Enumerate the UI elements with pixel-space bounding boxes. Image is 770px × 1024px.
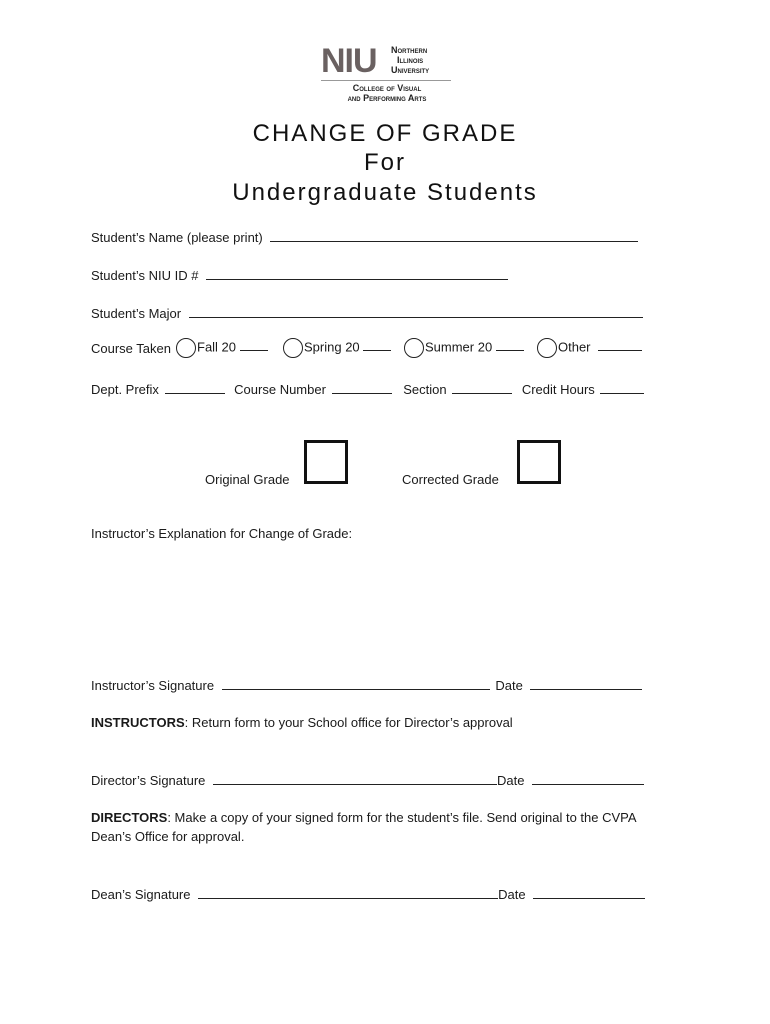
corrected-grade-box[interactable]: [517, 440, 561, 484]
explanation-area[interactable]: [91, 548, 651, 658]
student-major-field[interactable]: [189, 305, 643, 318]
student-major-label: Student’s Major: [91, 306, 182, 321]
form-title-line-3: Undergraduate Students: [232, 179, 538, 206]
student-name-label: Student’s Name (please print): [91, 230, 263, 245]
instructor-date-field[interactable]: [530, 677, 642, 690]
student-name-row: [91, 229, 638, 245]
credit-hours-label: Credit Hours: [521, 382, 595, 397]
summer-radio[interactable]: [404, 338, 424, 358]
instructor-signature-field[interactable]: [222, 677, 490, 690]
section-field[interactable]: [452, 381, 512, 394]
term-spring-option[interactable]: [283, 338, 391, 358]
logo-college-text: College of Visual and Performing Arts: [347, 83, 427, 103]
dean-date-field[interactable]: [533, 886, 645, 899]
logo-niu-text: NIU: [321, 42, 377, 80]
instructor-signature-label: Instructor’s Signature: [91, 678, 215, 693]
dept-prefix-label: Dept. Prefix: [91, 382, 159, 397]
director-signature-label: Director’s Signature: [91, 773, 206, 788]
directors-note-text: : Make a copy of your signed form for the student’s file. Send original to the CVPA: [167, 810, 637, 825]
instructor-signature-row: [91, 677, 642, 693]
dean-signature-label: Dean’s Signature: [91, 887, 191, 902]
original-grade-box[interactable]: [304, 440, 348, 484]
instructor-date-label: Date: [495, 678, 523, 693]
other-radio[interactable]: [537, 338, 557, 358]
section-label: Section: [403, 382, 447, 397]
dean-signature-field[interactable]: [198, 886, 498, 899]
student-id-label: Student’s NIU ID #: [91, 268, 199, 283]
form-title-line-1: CHANGE OF GRADE: [252, 120, 518, 147]
logo-divider: [321, 80, 451, 81]
directors-note-label: DIRECTORS: [91, 810, 168, 825]
corrected-grade-label: Corrected Grade: [402, 472, 499, 487]
other-term-field[interactable]: [598, 338, 642, 351]
course-taken-label: Course Taken: [91, 341, 171, 356]
term-summer-option[interactable]: [404, 338, 524, 358]
logo-university-text: Northern Illinois University: [391, 45, 430, 75]
fall-label: Fall 20: [197, 339, 237, 355]
term-fall-option[interactable]: [176, 338, 268, 358]
other-label: Other: [558, 339, 591, 355]
course-number-field[interactable]: [332, 381, 392, 394]
fall-radio[interactable]: [176, 338, 196, 358]
student-name-field[interactable]: [270, 229, 638, 242]
student-id-row: [91, 267, 508, 283]
term-other-option[interactable]: [537, 338, 642, 358]
directors-note-line-2: Dean’s Office for approval.: [91, 829, 245, 844]
credit-hours-field[interactable]: [600, 381, 644, 394]
director-date-field[interactable]: [532, 772, 644, 785]
dept-prefix-field[interactable]: [165, 381, 225, 394]
niu-logo: [321, 44, 453, 104]
director-date-label: Date: [497, 773, 525, 788]
summer-year-field[interactable]: [496, 338, 524, 351]
director-signature-field[interactable]: [213, 772, 497, 785]
student-major-row: [91, 305, 643, 321]
spring-label: Spring 20: [304, 339, 360, 355]
instructors-note-label: INSTRUCTORS: [91, 715, 185, 730]
instructors-note: [91, 715, 513, 730]
course-number-label: Course Number: [234, 382, 326, 397]
dean-date-label: Date: [498, 887, 526, 902]
student-id-field[interactable]: [206, 267, 508, 280]
fall-year-field[interactable]: [240, 338, 268, 351]
dean-signature-row: [91, 886, 645, 902]
course-details-row: [91, 381, 644, 397]
explanation-label: Instructor’s Explanation for Change of Grade:: [91, 526, 353, 541]
summer-label: Summer 20: [425, 339, 493, 355]
instructors-note-text: : Return form to your School office for Director’s approval: [184, 715, 513, 730]
form-title-line-2: For: [364, 149, 406, 176]
directors-note-line-1: [91, 810, 637, 825]
director-signature-row: [91, 772, 644, 788]
spring-year-field[interactable]: [363, 338, 391, 351]
spring-radio[interactable]: [283, 338, 303, 358]
original-grade-label: Original Grade: [205, 472, 290, 487]
